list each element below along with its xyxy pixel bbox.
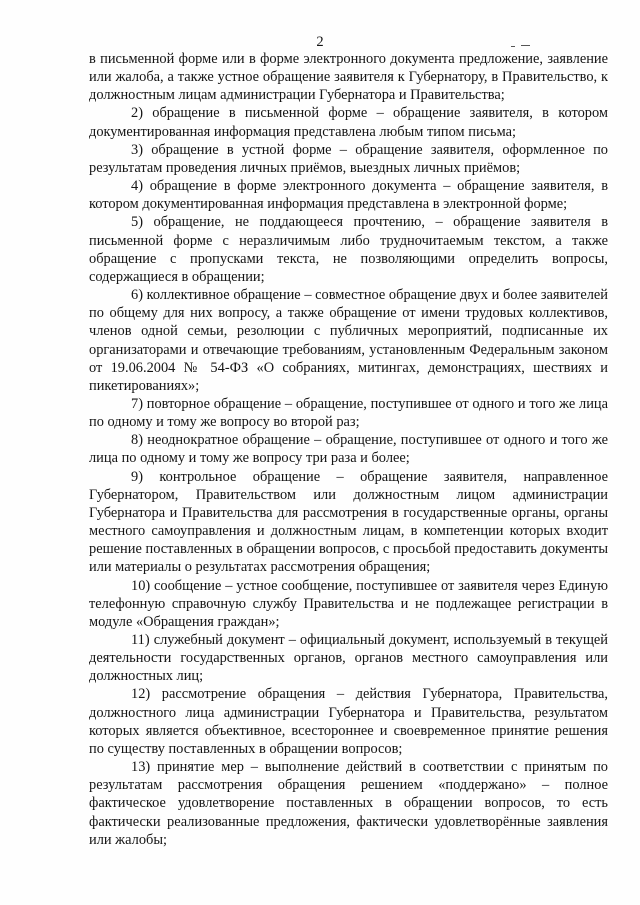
page-number: 2 [316, 34, 324, 50]
paragraph-item-9: 9) контрольное обращение – обращение заявителя, направленное Губернатором, Правительством или должностным лицом администрации Губернатора и Правительства для рассмотрения в государственные органы, органы местного самоуправления и должностным лицам, в компетенции которых входит решение поставленных в обращении вопросов, с просьбой предоставить документы или материалы о результатах рассмотрения обращения; [89, 468, 608, 576]
paragraph-item-7: 7) повторное обращение – обращение, поступившее от одного и того же лица по одному и тому же вопросу во второй раз; [89, 395, 608, 431]
paragraph-item-10: 10) сообщение – устное сообщение, поступившее от заявителя через Единую телефонную справочную службу Правительства и не подлежащее регистрации в модуле «Обращения граждан»; [89, 577, 608, 630]
paragraph-item-2: 2) обращение в письменной форме – обращение заявителя, в котором документированная информация представлена любым типом письма; [89, 105, 608, 140]
paragraph-item-5: 5) обращение, не поддающееся прочтению, – обращение заявителя в письменной форме с неразличимым либо трудночитаемым текстом, а также обращение с пропусками текста, не позволяющими определить вопросы, содержащиеся в обращении; [89, 214, 608, 285]
paragraph-item-4: 4) обращение в форме электронного документа – обращение заявителя, в котором документированная информация представлена в электронной форме; [89, 178, 608, 213]
body-text [89, 50, 608, 849]
paragraph-item-12: 12) рассмотрение обращения – действия Губернатора, Правительства, должностного лица администрации Губернатора и Правительства, результатом которых является объективное, всестороннее и своевременное принятие решения по существу поставленных в обращении вопросов; [89, 686, 608, 757]
paragraph-item-13: 13) принятие мер – выполнение действий в соответствии с принятым по результатам рассмотрения обращения решением «поддержано» – полное фактическое удовлетворение поставленных в обращении вопросов, то есть фактически реализованные предложения, фактически удовлетворённые заявления или жалобы; [89, 759, 608, 848]
paragraph-item-6: 6) коллективное обращение – совместное обращение двух и более заявителей по общему для них вопросу, а также обращение от имени трудовых коллективов, членов одной семьи, резолюции с публичных мероприятий, подписанные их организаторами и отвечающие требованиям, установленным Федеральным законом от 19.06.2004 № 54-ФЗ «О собраниях, митингах, демонстрациях, шествиях и пикетированиях»; [89, 287, 608, 394]
paragraph-continuation: в письменной форме или в форме электронного документа предложение, заявление или жалоба, а также устное обращение заявителя к Губернатору, в Правительство, к должностным лицам администрации Губернатора и Правительства; [89, 51, 608, 104]
paragraph-item-3: 3) обращение в устной форме – обращение заявителя, оформленное по результатам проведения личных приёмов, выездных личных приёмов; [89, 141, 608, 176]
paragraph-item-8: 8) неоднократное обращение – обращение, поступившее от одного и того же лица по одному и тому же вопросу три раза и более; [89, 432, 608, 467]
paragraph-item-11: 11) служебный документ – официальный документ, используемый в текущей деятельности государственных органов, органов местного самоуправления или должностных лиц; [89, 632, 608, 685]
